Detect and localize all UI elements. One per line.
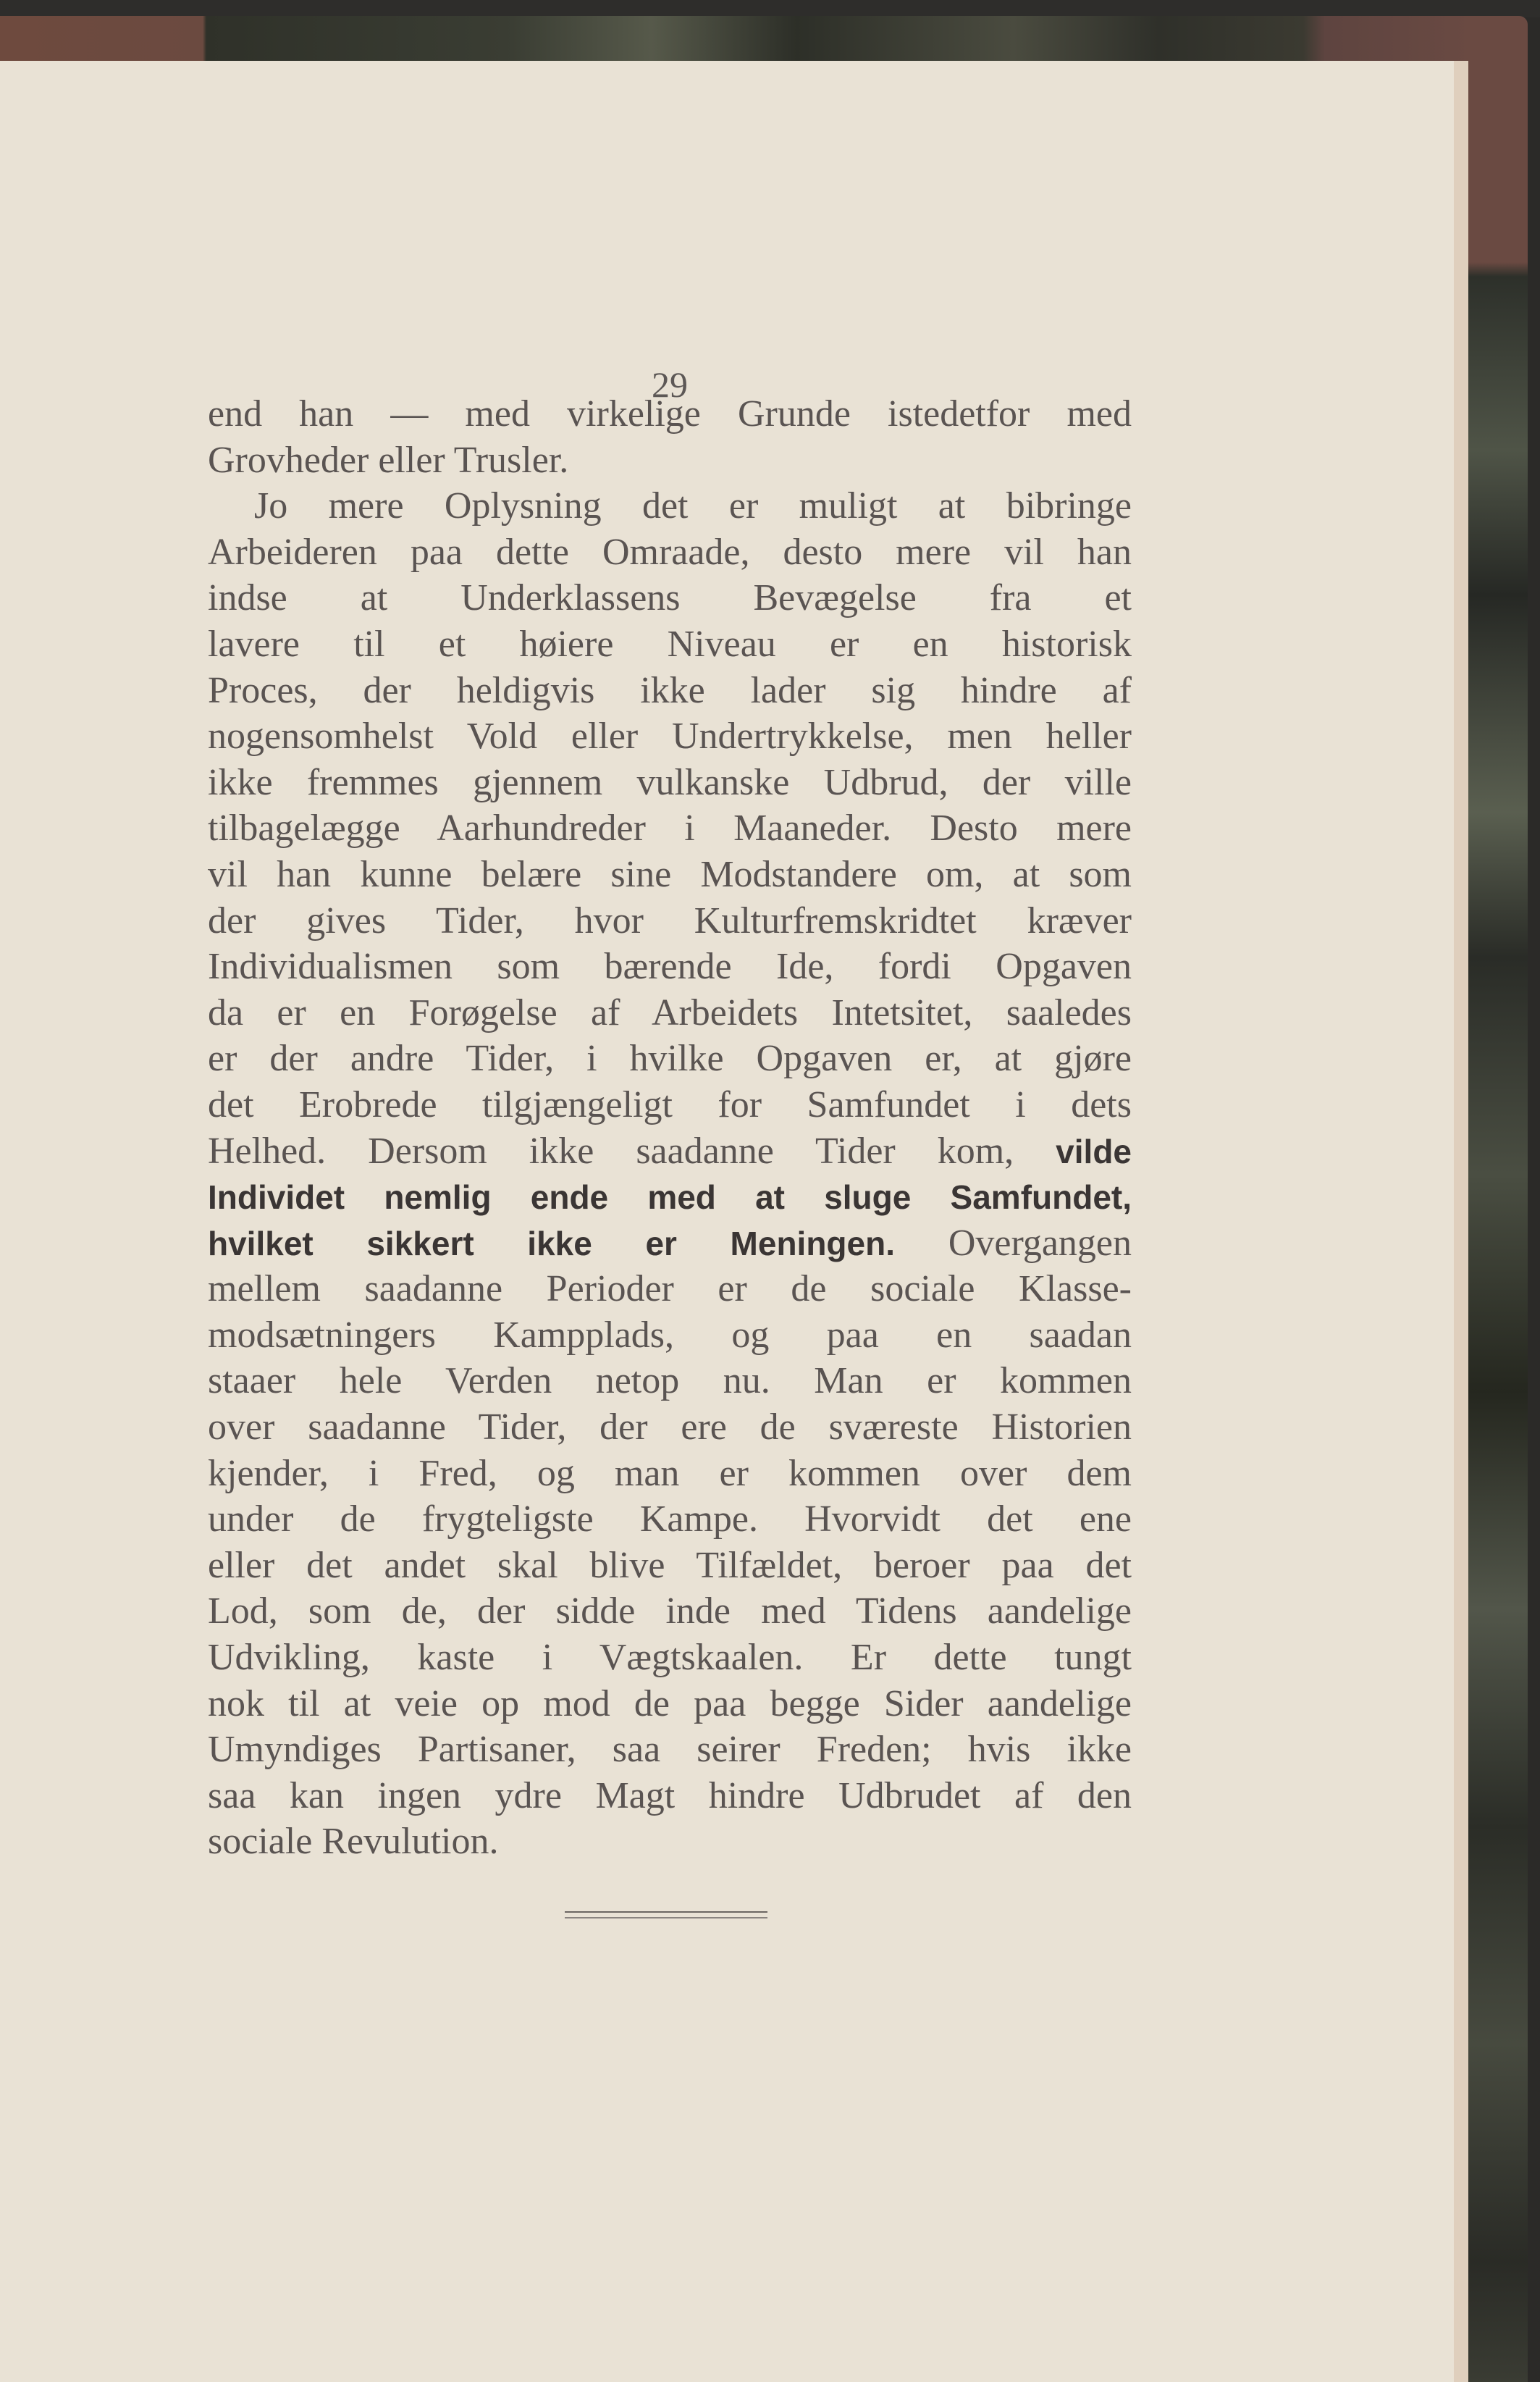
text-line: er der andre Tider, i hvilke Opgaven er, at gjøre: [208, 1038, 1132, 1080]
text-line: der gives Tider, hvor Kulturfremskridtet kræver: [208, 899, 1132, 942]
text-line: saa kan ingen ydre Magt hindre Udbrudet af den: [208, 1774, 1132, 1816]
text-line: lavere til et høiere Niveau er en historisk: [208, 623, 1132, 665]
book-cover-edge-top: [0, 16, 1477, 61]
text-line: tilbagelægge Aarhundreder i Maaneder. Desto mere: [208, 808, 1132, 850]
text-line: mellem saadanne Perioder er de sociale Klasse-: [208, 1268, 1132, 1310]
text-line: [208, 1128, 1132, 1175]
text-line: kjender, i Fred, og man er kommen over dem: [208, 1452, 1132, 1494]
text-line: Individualismen som bærende Ide, fordi Opgaven: [208, 946, 1132, 988]
text-line: end han — med virkelige Grunde istedetfor med: [208, 393, 1132, 435]
text-line: vil han kunne belære sine Modstandere om, at som: [208, 853, 1132, 895]
text-line: ikke fremmes gjennem vulkanske Udbrud, der ville: [208, 761, 1132, 803]
text-line: nogensomhelst Vold eller Undertrykkelse, men heller: [208, 716, 1132, 758]
text-line: Udvikling, kaste i Vægtskaalen. Er dette tungt: [208, 1637, 1132, 1679]
text-line: staaer hele Verden netop nu. Man er kommen: [208, 1360, 1132, 1402]
text-line: [208, 1174, 1132, 1220]
bold-text-span: vilde: [1056, 1132, 1132, 1170]
text-line: indse at Underklassens Bevægelse fra et: [208, 577, 1132, 619]
text-line: [208, 1220, 1132, 1267]
section-end-rule: [565, 1911, 767, 1918]
text-line: over saadanne Tider, der ere de sværeste Historien: [208, 1406, 1132, 1448]
text-line: Arbeideren paa dette Omraade, desto mere vil han: [208, 531, 1132, 573]
text-line: sociale Revulution.: [208, 1821, 499, 1863]
text-line: det Erobrede tilgjængeligt for Samfundet i dets: [208, 1083, 1132, 1125]
bold-text-span: Individet nemlig ende med at sluge Samfundet,: [208, 1178, 1132, 1217]
text-line: Jo mere Oplysning det er muligt at bibringe: [254, 485, 1132, 527]
text-span: Helhed. Dersom ikke saadanne Tider kom,: [208, 1130, 1056, 1172]
book-cover-edge-right: [1464, 16, 1528, 2382]
text-line: modsætningers Kampplads, og paa en saadan: [208, 1314, 1132, 1356]
text-line: eller det andet skal blive Tilfældet, beroer paa det: [208, 1544, 1132, 1586]
text-line: under de frygteligste Kampe. Hvorvidt det ene: [208, 1498, 1132, 1540]
text-line: Grovheder eller Trusler.: [208, 439, 569, 481]
bold-text-span: hvilket sikkert ikke er Meningen.: [208, 1224, 895, 1262]
text-span: Overgangen: [894, 1222, 1132, 1264]
text-line: Umyndiges Partisaner, saa seirer Freden; hvis ikke: [208, 1729, 1132, 1771]
scan-background: [0, 0, 1540, 17]
text-line: da er en Forøgelse af Arbeidets Intetsitet, saaledes: [208, 991, 1132, 1033]
body-text: [208, 391, 1132, 1865]
text-line: Proces, der heldigvis ikke lader sig hindre af: [208, 669, 1132, 711]
text-line: nok til at veie op mod de paa begge Sider aandelige: [208, 1682, 1132, 1724]
text-line: Lod, som de, der sidde inde med Tidens aandelige: [208, 1590, 1132, 1632]
page-number: 29: [652, 364, 688, 405]
